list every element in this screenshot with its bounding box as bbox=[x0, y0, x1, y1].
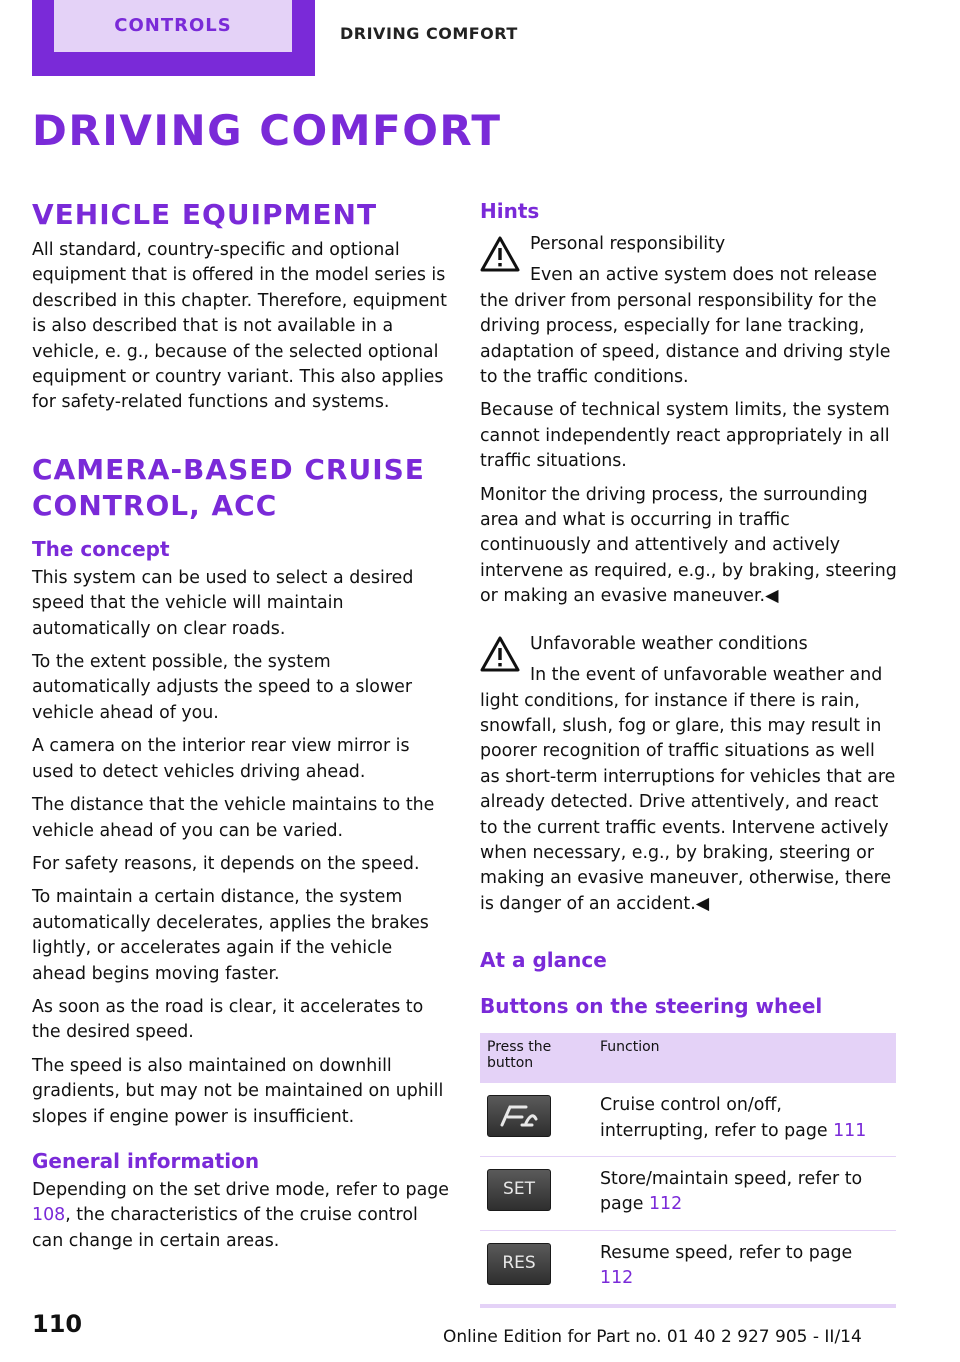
table-header-row bbox=[480, 1033, 896, 1083]
button-cell bbox=[480, 1083, 593, 1156]
table-row bbox=[480, 1230, 896, 1305]
page-link[interactable]: 108 bbox=[32, 1205, 66, 1226]
general-info-text: Depending on the set drive mode, refer to page bbox=[32, 1179, 449, 1200]
warning-triangle-icon bbox=[480, 236, 520, 272]
buttons-heading: Buttons on the steering wheel bbox=[480, 994, 823, 1019]
res-button-icon: RES bbox=[487, 1243, 551, 1285]
tab-controls[interactable] bbox=[32, 0, 315, 76]
function-text: Store/maintain speed, refer to page bbox=[600, 1168, 863, 1215]
function-cell bbox=[593, 1230, 896, 1305]
concept-paragraph: The speed is also maintained on downhill gradients, but may not be maintained on uphill slopes if engine power is insufficient. bbox=[32, 1055, 444, 1127]
warning-title: Personal responsibility bbox=[530, 234, 726, 254]
warning-head bbox=[480, 632, 898, 689]
warning-continuation: the driver from personal responsibility for the driving process, especially for lane tracking, adaptation of speed, distance and driving style to the traffic conditions. bbox=[480, 290, 891, 388]
page-number: 110 bbox=[32, 1310, 83, 1338]
vehicle-equipment-heading: VEHICLE EQUIPMENT bbox=[32, 198, 378, 231]
concept-paragraph: The distance that the vehicle maintains to the vehicle ahead of you can be varied. bbox=[32, 795, 435, 841]
table-row bbox=[480, 1083, 896, 1156]
warning-weather bbox=[480, 632, 898, 917]
function-cell bbox=[593, 1156, 896, 1230]
warning-first-line: In the event of unfavorable weather and bbox=[530, 665, 883, 686]
warning-paragraph: Because of technical system limits, the system cannot independently react appropriately in all traffic situations. bbox=[480, 400, 890, 472]
warning-head-text bbox=[530, 632, 898, 689]
concept-paragraph: To the extent possible, the system automatically adjusts the speed to a slower vehicle ahead of you. bbox=[32, 652, 413, 723]
warning-paragraph: Monitor the driving process, the surrounding area and what is occurring in traffic continuously and attentively and actively intervene as required, e.g., by braking, steering or making an evasive maneuver.◀ bbox=[480, 484, 897, 607]
right-column bbox=[480, 198, 898, 1308]
page-title: DRIVING COMFORT bbox=[32, 106, 502, 155]
function-text: Resume speed, refer to page bbox=[600, 1242, 853, 1263]
header-bar bbox=[0, 0, 960, 78]
general-info-body bbox=[32, 1178, 450, 1254]
warning-continuation: light conditions, for instance if there is rain, snowfall, slush, fog or glare, this may result in poorer recognition of traffic situations as well as short-term interruptions for vehicles that are already detected. Drive attentively, and react to the current traffic events. Intervene actively when necessary, e.g., by braking, steering or making an evasive maneuver, otherwise, there is danger of an accident.◀ bbox=[480, 690, 896, 914]
concept-paragraph: This system can be used to select a desired speed that the vehicle will maintain automatically on clear roads. bbox=[32, 567, 414, 639]
column-header-button: Press the button bbox=[480, 1033, 593, 1083]
vehicle-equipment-body: All standard, country-specific and optional equipment that is offered in the model series is described in this chapter. Therefore, equipment is also described that is not available in a vehicle, e. g., because of the selected optional equipment or country variant. This also applies for safety-related functions and systems. bbox=[32, 240, 447, 413]
general-info-heading: General information bbox=[32, 1148, 260, 1173]
concept-paragraph: As soon as the road is clear, it accelerates to the desired speed. bbox=[32, 996, 424, 1043]
function-cell bbox=[593, 1083, 896, 1156]
general-info-text: , the characteristics of the cruise control can change in certain areas. bbox=[32, 1205, 418, 1251]
at-a-glance-heading: At a glance bbox=[480, 948, 607, 973]
acc-heading: CAMERA-BASED CRUISE CONTROL, ACC bbox=[32, 452, 425, 522]
button-cell bbox=[480, 1230, 593, 1305]
set-button-icon: SET bbox=[487, 1169, 551, 1211]
section-label: DRIVING COMFORT bbox=[340, 24, 518, 43]
cruise-control-icon bbox=[498, 1103, 540, 1129]
concept-paragraph: To maintain a certain distance, the system automatically decelerates, applies the brakes lightly, or accelerates again if the vehicle ahead begins moving faster. bbox=[32, 887, 429, 984]
buttons-table bbox=[480, 1033, 896, 1307]
page-link[interactable]: 111 bbox=[833, 1120, 867, 1141]
warning-personal-responsibility bbox=[480, 232, 898, 610]
edition-text: Online Edition for Part no. 01 40 2 927 905 - II/14 bbox=[443, 1327, 862, 1347]
cruise-control-button-icon bbox=[487, 1095, 551, 1137]
tab-controls-label: CONTROLS bbox=[54, 0, 292, 52]
left-column bbox=[32, 198, 450, 1262]
function-text: Cruise control on/off, interrupting, refer to page bbox=[600, 1095, 834, 1141]
column-header-function: Function bbox=[593, 1033, 896, 1083]
warning-first-line: Even an active system does not release bbox=[530, 265, 877, 286]
concept-heading: The concept bbox=[32, 536, 170, 561]
table-row bbox=[480, 1156, 896, 1230]
warning-head-text bbox=[530, 232, 898, 289]
warning-triangle-icon bbox=[480, 636, 520, 672]
button-cell bbox=[480, 1156, 593, 1230]
concept-paragraph: A camera on the interior rear view mirror is used to detect vehicles driving ahead. bbox=[32, 736, 410, 782]
page-link[interactable]: 112 bbox=[648, 1194, 683, 1215]
page-link[interactable]: 112 bbox=[600, 1268, 634, 1289]
concept-paragraph: For safety reasons, it depends on the speed. bbox=[32, 853, 420, 874]
warning-head bbox=[480, 232, 898, 289]
hints-heading: Hints bbox=[480, 199, 540, 223]
warning-title: Unfavorable weather conditions bbox=[530, 633, 808, 654]
